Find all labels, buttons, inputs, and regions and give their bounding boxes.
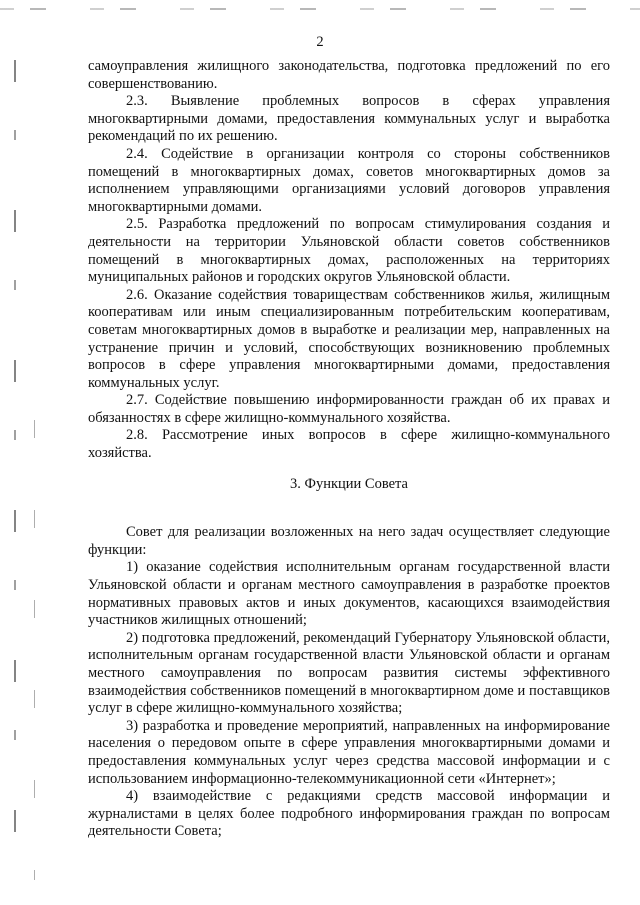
list-item-2: 2) подготовка предложений, рекомендаций Губернатору Ульяновской области, исполнительным органам государственной власти Ульяновской области и органам местного самоуправления по вопросам развития системы эффективного взаимодействия собственников помещений в многоквартирном доме и поставщиков услуг в сфере жилищно-коммунального хозяйства; (88, 629, 610, 717)
paragraph-2-5: 2.5. Разработка предложений по вопросам стимулирования создания и деятельности на территории Ульяновской области советов собственников помещений в многоквартирных домах, расположенных на территориях муниципальных районов и городских округов Ульяновской области. (88, 216, 610, 286)
list-item-4: 4) взаимодействие с редакциями средств массовой информации и журналистами в целях более подробного информирования граждан по вопросам деятельности Совета; (88, 788, 610, 840)
paragraph-2-7: 2.7. Содействие повышению информированности граждан об их правах и обязанностях в сфере жилищно-коммунального хозяйства. (88, 392, 610, 426)
scan-artifact-top (0, 8, 640, 10)
document-body (88, 58, 610, 841)
page-number: 2 (316, 34, 324, 50)
paragraph-2-4: 2.4. Содействие в организации контроля со стороны собственников помещений в многоквартирных домах, советов многоквартирных домов за исполнением управляющими организациями условий договоров управления многоквартирными домами. (88, 145, 610, 215)
scan-artifact-left (14, 60, 16, 880)
scan-artifact-left-inner (34, 420, 35, 880)
paragraph-2-3: 2.3. Выявление проблемных вопросов в сферах управления многоквартирными домами, предоставления коммунальных услуг и выработка рекомендаций по их решению. (88, 93, 610, 145)
list-item-1: 1) оказание содействия исполнительным органам государственной власти Ульяновской области и органам местного самоуправления в разработке проектов нормативных правовых актов и иных документов, касающихся взаимодействия участников жилищных отношений; (88, 559, 610, 629)
section-heading: 3. Функции Совета (290, 475, 408, 492)
paragraph-functions-intro: Совет для реализации возложенных на него задач осуществляет следующие функции: (88, 524, 610, 558)
paragraph-2-8: 2.8. Рассмотрение иных вопросов в сфере жилищно-коммунального хозяйства. (88, 427, 610, 462)
paragraph-2-6: 2.6. Оказание содействия товариществам собственников жилья, жилищным кооперативам или иным специализированным потребительским кооперативам, советам многоквартирных домов в выработке и реализации мер, направленных на устранение причин и условий, способствующих возникновению проблемных вопросов в сфере управления многоквартирными домами, предоставления коммунальных услуг. (88, 286, 610, 391)
paragraph-continuation: самоуправления жилищного законодательства, подготовка предложений по его совершенствованию. (88, 58, 610, 92)
list-item-3: 3) разработка и проведение мероприятий, направленных на информирование населения о передовом опыте в сфере управления многоквартирными домами и предоставления коммунальных услуг через средства массовой информации и с использованием информационно-телекоммуникационной сети «Интернет»; (88, 717, 610, 787)
